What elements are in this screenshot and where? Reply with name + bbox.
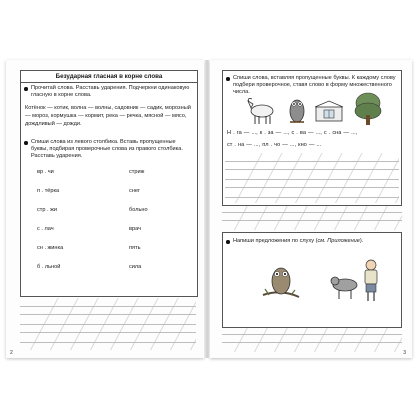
exercise-frame-right-top (222, 70, 402, 206)
writing-lines (222, 328, 402, 352)
owl-on-branch-icon (261, 259, 301, 303)
pair-left: п . тёрка (37, 188, 60, 194)
pair-right: сила (129, 264, 142, 270)
task-1-text: Прочитай слова. Расставь ударения. Подчеркни одинаковую гласную в корне слова. (31, 85, 190, 98)
pair-right: снег (129, 188, 141, 194)
bullet-icon (226, 77, 230, 81)
goat-icon (245, 96, 279, 126)
page-number: 3 (403, 350, 406, 356)
pair-right: стриж (129, 169, 145, 175)
writing-lines (222, 206, 402, 230)
owl-icon (287, 95, 307, 125)
boy-with-dog-icon (327, 255, 387, 303)
right-page (210, 60, 412, 358)
pair-right: пять (129, 245, 141, 251)
fill-line-2: ст . на — ..., пл . чо — ..., кно — ... (227, 142, 322, 148)
book-fold (205, 60, 209, 358)
left-page (6, 60, 204, 358)
bullet-icon (24, 87, 28, 91)
section-title: Безударная гласная в корне слова (21, 71, 197, 83)
task-4-text: Напиши предложения по слуху (см. Приложение). (233, 238, 364, 244)
page-number: 2 (10, 350, 13, 356)
pair-left: с . лач (37, 226, 54, 232)
fill-line-1: Н . га — ..., к . за — ..., с . ва — ..., с . сна — ..., (227, 130, 358, 136)
pair-left: стр . жи (37, 207, 57, 213)
pair-right: врач (129, 226, 141, 232)
word-pairs-text: Котёнок — котик, волна — волны, садовник — садик, морозный — мороз, кормушка — кормит, река — речка, мясной — мясо, дождливый — дожди. (25, 105, 191, 127)
pair-right: больно (129, 207, 148, 213)
exercise-frame-left (20, 70, 198, 297)
pair-left: б . льной (37, 264, 61, 270)
pair-left: сн . жинка (37, 245, 64, 251)
task-3-text: Спиши слова, вставляя пропущенные буквы. К каждому слову подбери проверочное, ставя слово в форму множественного числа. (233, 75, 396, 95)
pair-left: вр . чи (37, 169, 54, 175)
pine-tree-icon (353, 91, 383, 127)
task-2-text: Спиши слова из левого столбика. Вставь пропущенные буквы, подбирая проверочные слова из правого столбика. Расставь ударения. (31, 139, 183, 159)
bullet-icon (24, 141, 28, 145)
bullet-icon (226, 240, 230, 244)
exercise-frame-right-bottom (222, 232, 402, 328)
writing-lines (20, 298, 196, 350)
window-house-icon (311, 99, 347, 123)
writing-lines (225, 153, 399, 203)
